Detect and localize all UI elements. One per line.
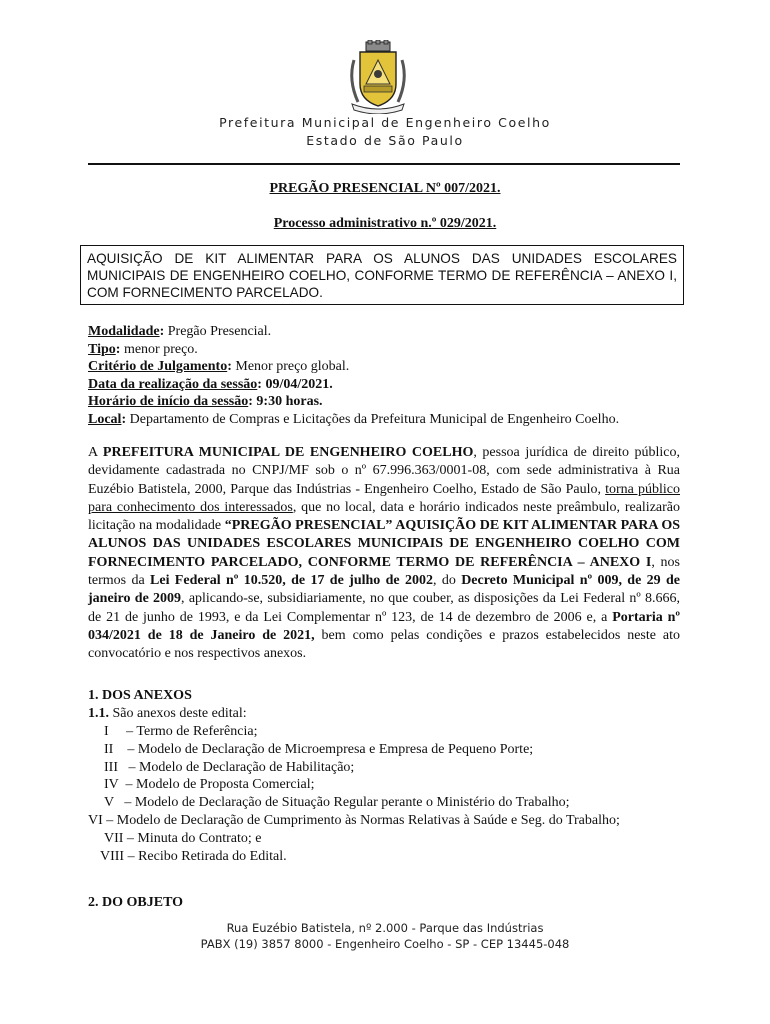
- section-annexes-intro: 1.1. São anexos deste edital:: [88, 706, 247, 721]
- list-item: VI – Modelo de Declaração de Cumprimento às Normas Relativas à Saúde e Seg. do Trabalho;: [88, 812, 620, 828]
- list-item: V – Modelo de Declaração de Situação Regular perante o Ministério do Trabalho;: [104, 795, 570, 811]
- list-item: III – Modelo de Declaração de Habilitação;: [104, 759, 355, 775]
- footer-contact: PABX (19) 3857 8000 - Engenheiro Coelho - SP - CEP 13445-048: [200, 937, 570, 951]
- footer-address: Rua Euzébio Batistela, nº 2.000 - Parque das Indústrias: [226, 921, 544, 935]
- list-item: VIII – Recibo Retirada do Edital.: [100, 848, 287, 864]
- list-item: II – Modelo de Declaração de Microempresa e Empresa de Pequeno Porte;: [104, 741, 534, 757]
- header-divider: [88, 163, 680, 165]
- header-city-name: Prefeitura Municipal de Engenheiro Coelho: [219, 115, 551, 130]
- info-modalidade: Modalidade: Pregão Presencial.: [88, 324, 272, 339]
- annex-list: [88, 723, 680, 865]
- info-data: Data da realização da sessão: 09/04/2021.: [88, 376, 333, 392]
- info-local: Local: Departamento de Compras e Licitações da Prefeitura Municipal de Engenheiro Coelho.: [88, 411, 620, 427]
- section-object-title: 2. DO OBJETO: [88, 895, 184, 910]
- session-info: [88, 323, 688, 429]
- info-criterio: Critério de Julgamento: Menor preço global.: [88, 359, 350, 375]
- list-item: IV – Modelo de Proposta Comercial;: [104, 777, 315, 793]
- municipal-coat-of-arms-icon: [346, 40, 410, 114]
- preamble-paragraph: A PREFEITURA MUNICIPAL DE ENGENHEIRO COELHO, pessoa jurídica de direito público, devidamente cadastrada no CNPJ/MF sob o nº 67.996.363/0001-08, com sede administrativa à Rua Euzébio Batistela, 2000, Parque das Indústrias - Engenheiro Coelho, Estado de São Paulo, torna público para conhecimento dos interessados, que no local, data e horário indicados neste preâmbulo, realizarão licitação na modalidade “PREGÃO PRESENCIAL” AQUISIÇÃO DE KIT ALIMENTAR PARA OS ALUNOS DAS UNIDADES ESCOLARES MUNICIPAIS DE ENGENHEIRO COELHO COM FORNECIMENTO PARCELADO, CONFORME TERMO DE REFERÊNCIA – ANEXO I, nos termos da Lei Federal nº 10.520, de 17 de julho de 2002, do Decreto Municipal nº 009, de 29 de janeiro de 2009, aplicando-se, subsidiariamente, no que couber, as disposições da Lei Federal nº 8.666, de 21 de junho de 1993, e da Lei Complementar nº 123, de 14 de dezembro de 2006 e, a Portaria nº 034/2021 de 18 de Janeiro de 2021, bem como pelas condições e prazos estabelecidos neste ato convocatório e nos respectivos anexos.: [88, 445, 681, 662]
- document-title: PREGÃO PRESENCIAL Nº 007/2021.: [269, 181, 501, 196]
- object-summary-box: AQUISIÇÃO DE KIT ALIMENTAR PARA OS ALUNOS DAS UNIDADES ESCOLARES MUNICIPAIS DE ENGENHEIRO COELHO, CONFORME TERMO DE REFERÊNCIA – ANEXO I, COM FORNECIMENTO PARCELADO.: [80, 245, 684, 305]
- list-item: VII – Minuta do Contrato; e: [104, 830, 262, 846]
- header-state-name: Estado de São Paulo: [306, 133, 464, 148]
- info-tipo: Tipo: menor preço.: [88, 341, 198, 357]
- section-annexes-title: 1. DOS ANEXOS: [88, 688, 192, 703]
- info-horario: Horário de início da sessão: 9:30 horas.: [88, 394, 323, 410]
- list-item: I – Termo de Referência;: [104, 724, 258, 739]
- process-number: Processo administrativo n.º 029/2021.: [273, 216, 497, 231]
